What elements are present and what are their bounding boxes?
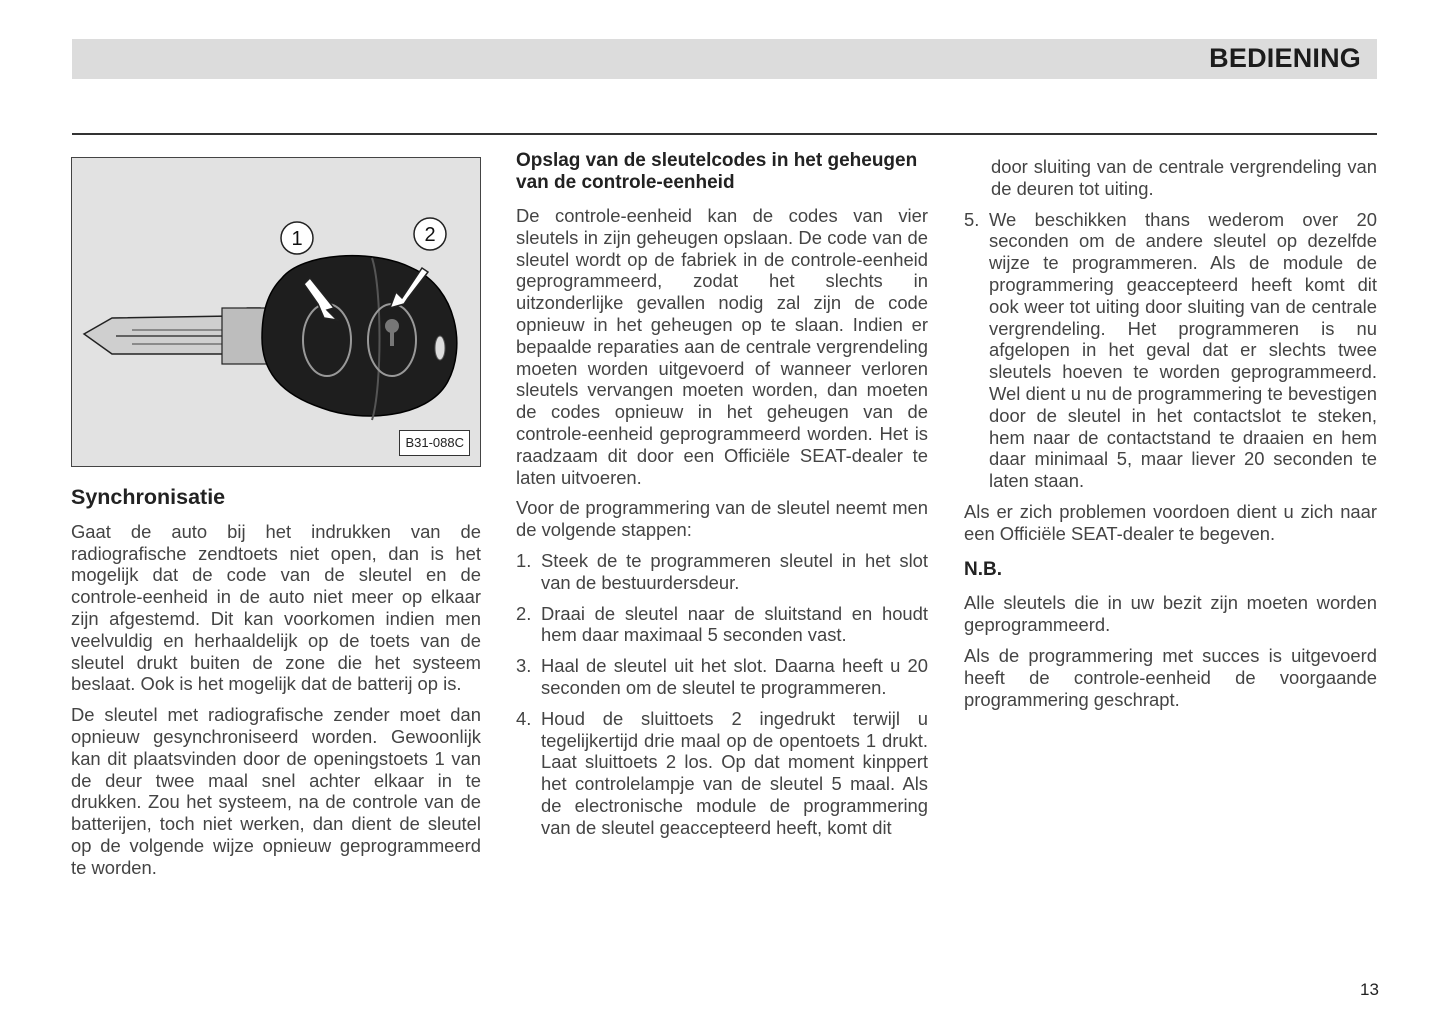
list-item xyxy=(516,708,928,839)
step-text: Steek de te programmeren sleutel in het slot van de bestuurdersdeur. xyxy=(541,549,928,593)
column-middle xyxy=(516,150,928,848)
heading-opslag: Opslag van de sleutelcodes in het geheugen van de controle-eenheid xyxy=(516,150,918,193)
section-title: BEDIENING xyxy=(1209,43,1361,73)
step-number: 2. xyxy=(516,602,532,624)
figure-code: B31-088C xyxy=(399,430,470,456)
step-text: Houd de sluittoets 2 ingedrukt terwijl u tegelijkertijd drie maal op de opentoets 1 drukt. Laat sluittoets 2 los. Op dat moment kinppert het controlelampje van de sleutel 5 maal. Als de electronische module de programmering van de sleutel geaccepteerd heeft, komt dit xyxy=(541,707,928,838)
step-number: 4. xyxy=(516,707,532,729)
step-number: 3. xyxy=(516,655,532,677)
header-bar xyxy=(72,39,1377,79)
paragraph: Als de programmering met succes is uitgevoerd heeft de controle-eenheid de voorgaande programmering geschrapt. xyxy=(964,644,1377,710)
heading-synchronisatie: Synchronisatie xyxy=(71,485,226,509)
step-continuation: door sluiting van de centrale vergrendeling van de deuren tot uiting. xyxy=(991,156,1377,199)
heading-nb: N.B. xyxy=(964,558,1002,580)
step-number: 5. xyxy=(964,208,980,230)
remote-key-illustration xyxy=(72,158,479,465)
key-figure xyxy=(71,157,481,467)
step-list xyxy=(516,550,928,839)
step-number: 1. xyxy=(516,549,532,571)
paragraph: Als er zich problemen voordoen dient u zich naar een Officiële SEAT-dealer te begeven. xyxy=(964,500,1377,544)
column-left xyxy=(71,150,481,888)
column-right xyxy=(964,156,1377,719)
step-list xyxy=(964,209,1377,492)
page-number: 13 xyxy=(1360,980,1379,999)
paragraph: Voor de programmering van de sleutel neemt men de volgende stappen: xyxy=(516,497,928,541)
list-item xyxy=(516,550,928,594)
paragraph: Alle sleutels die in uw bezit zijn moeten worden geprogrammeerd. xyxy=(964,592,1377,636)
paragraph: De sleutel met radiografische zender moet dan opnieuw gesynchroniseerd worden. Gewoonlijk kan dit plaatsvinden door de openingstoets 1 van de deur twee maal snel achter elkaar in te drukken. Zou het systeem, na de controle van de batterijen, toch niet werken, dan dient de sleutel op de volgende wijze opnieuw geprogrammeerd te worden. xyxy=(71,704,481,878)
callout-1-label: 1 xyxy=(291,228,303,250)
header-rule xyxy=(72,133,1377,135)
list-item xyxy=(964,209,1377,492)
list-item xyxy=(516,603,928,647)
paragraph: De controle-eenheid kan de codes van vier sleutels in zijn geheugen opslaan. De code van de sleutel wordt op de fabriek in de controle-eenheid geprogrammeerd, zodat het slechts in uitzonderlijke gevallen nodig zal zijn de code opnieuw in het geheugen op te slaan. Indien er bepaalde reparaties aan de centrale vergrendeling moeten worden uitgevoerd of wanneer verloren sleutels vervangen moeten worden, dan moeten de codes opnieuw in het geheugen van de controle-eenheid geprogrammeerd worden. Het is raadzaam dit door een Officiële SEAT-dealer te laten uitvoeren. xyxy=(516,205,928,488)
list-item xyxy=(516,655,928,699)
callout-2-label: 2 xyxy=(424,224,436,246)
step-text: Haal de sleutel uit het slot. Daarna heeft u 20 seconden om de sleutel te programmeren. xyxy=(541,655,928,698)
step-text: Draai de sleutel naar de sluitstand en houdt hem daar maximaal 5 seconden vast. xyxy=(541,602,928,646)
paragraph: Gaat de auto bij het indrukken van de radiografische zendtoets niet open, dan is het mogelijk dat de code van de sleutel en de controle-eenheid in de auto niet meer op elkaar zijn afgestemd. Dit kan voorkomen indien men veelvuldig en herhaaldelijk op de toets van de sleutel drukt buiten de zone die het systeem beslaat. Ook is het mogelijk dat de batterij op is. xyxy=(71,520,481,695)
step-text: We beschikken thans wederom over 20 seconden om de andere sleutel op dezelfde wijze te programmeren. Als de module de programmering geaccepteerd heeft komt dit ook weer tot uiting door sluiting van de centrale vergrendeling. Het programmeren is nu afgelopen in het geval dat er slechts twee sleutels hoeven te worden geprogrammeerd. Wel dient u nu de programmering te bevestigen door de sleutel in het contactslot te steken, hem naar de contactstand te draaien en hem daar minimaal 5, maar liever 20 seconden te laten staan. xyxy=(989,208,1377,492)
